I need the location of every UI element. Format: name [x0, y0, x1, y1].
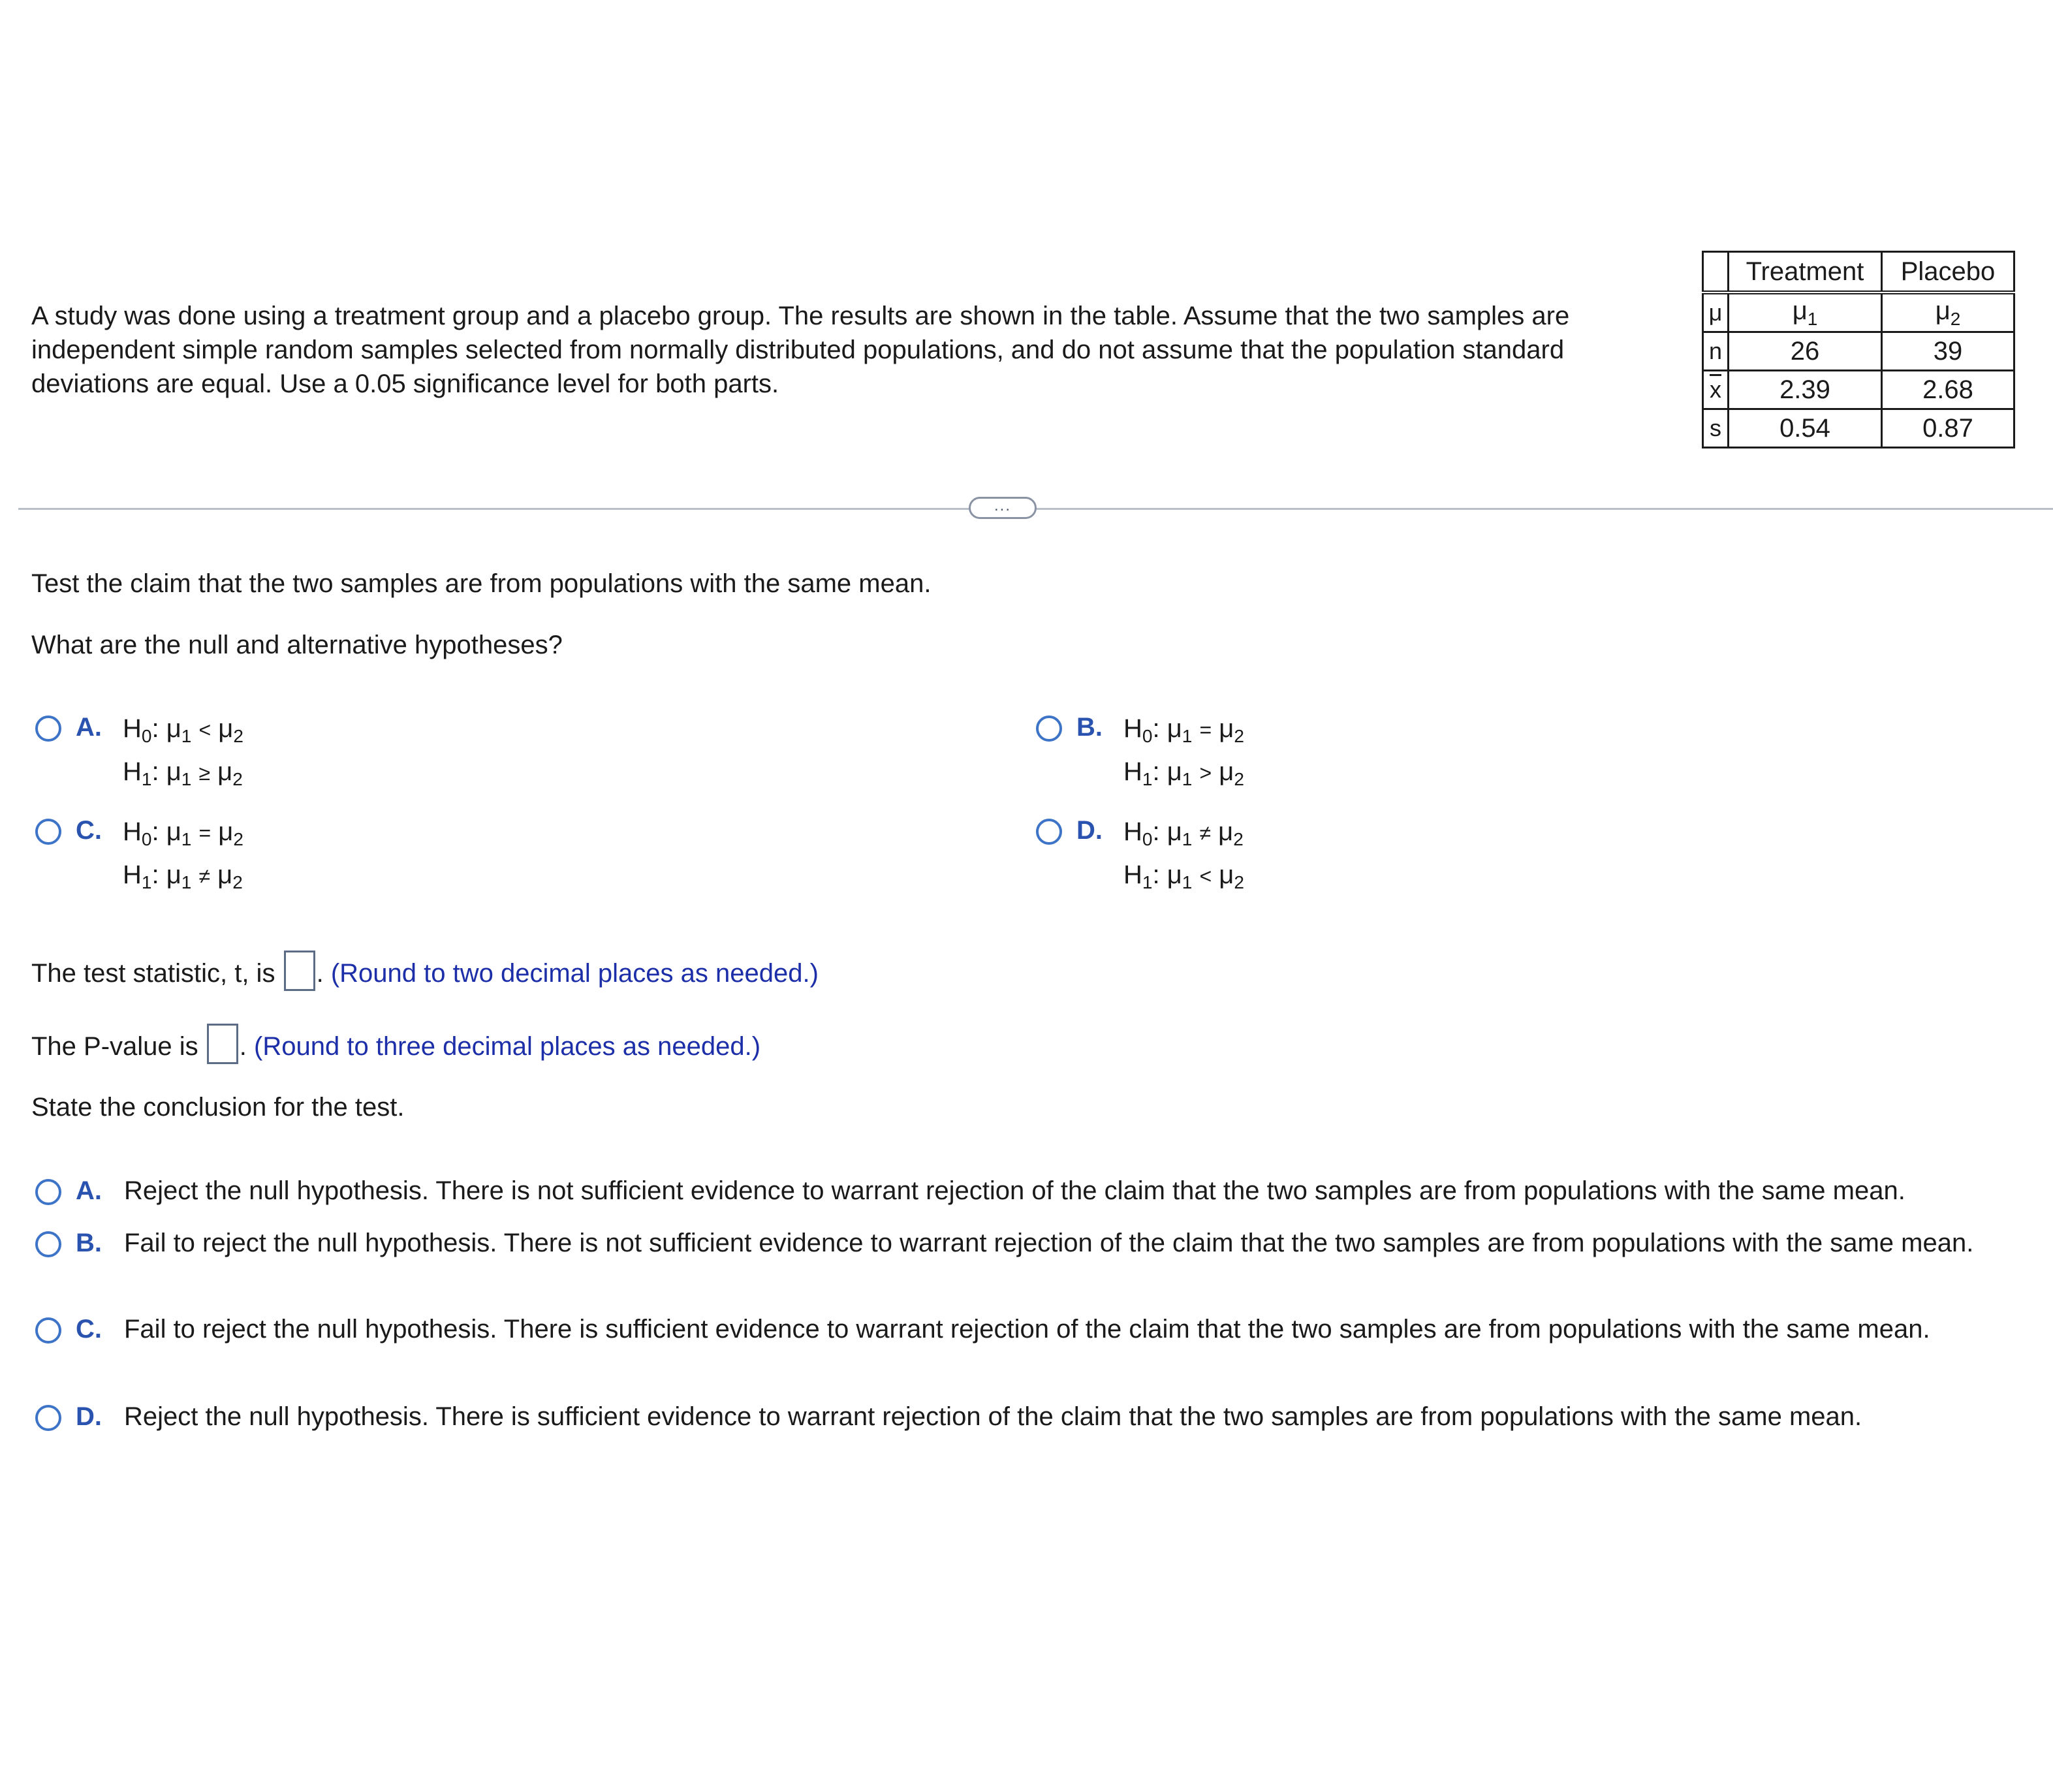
hypothesis-option-b-h0[interactable]: $H_0$: $\mu_1 = \mu_2$ — [1123, 714, 1244, 746]
test-statistic-input[interactable] — [284, 951, 315, 991]
conclusion-option-d-text[interactable]: Reject the null hypothesis. There is sufficient evidence to warrant rejection of the claim that the two samples are from populations with the same mean. — [124, 1402, 1862, 1431]
hypothesis-option-b-radio[interactable] — [1036, 715, 1062, 742]
table-row — [1703, 332, 2014, 371]
table-row — [1703, 409, 2014, 448]
data-table — [1702, 251, 2015, 448]
test-statistic-line: The test statistic, t, is . (Round to two decimal places as needed.) — [31, 951, 819, 991]
conclusion-option-c-letter: C. — [76, 1315, 102, 1344]
hypothesis-option-b-h1[interactable]: $H_1$: $\mu_1 > \mu_2$ — [1123, 757, 1244, 789]
conclusion-option-a-letter: A. — [76, 1176, 102, 1205]
hypothesis-option-d-h1[interactable]: $H_1$: $\mu_1 < \mu_2$ — [1123, 860, 1244, 892]
hypothesis-option-a-h1[interactable]: $H_1$: $\mu_1 \ge \mu_2$ — [123, 757, 243, 789]
row-label-s: s — [1703, 409, 1729, 448]
cell-placebo-n: 39 — [1882, 332, 2014, 371]
table-header-row — [1703, 252, 2014, 293]
hypothesis-option-d-h0[interactable]: $H_0$: $\mu_1 \ne \mu_2$ — [1123, 817, 1244, 849]
conclusion-prompt: State the conclusion for the test. — [31, 1093, 405, 1122]
conclusion-option-c-text[interactable]: Fail to reject the null hypothesis. There is sufficient evidence to warrant rejection of the claim that the two samples are from populations with the same mean. — [124, 1315, 1930, 1344]
conclusion-option-b-text[interactable]: Fail to reject the null hypothesis. There is not sufficient evidence to warrant rejection of the claim that the two samples are from populations with the same mean. — [124, 1229, 1974, 1257]
cell-treatment-s: 0.54 — [1729, 409, 1882, 448]
cell-treatment-n: 26 — [1729, 332, 1882, 371]
conclusion-option-d-radio[interactable] — [35, 1405, 61, 1431]
conclusion-option-a-text[interactable]: Reject the null hypothesis. There is not sufficient evidence to warrant rejection of the claim that the two samples are from populations with the same mean. — [124, 1176, 1905, 1205]
hypothesis-option-c-letter: C. — [76, 816, 102, 845]
expand-more-button[interactable]: ... — [969, 497, 1037, 519]
hypothesis-option-c-h1[interactable]: $H_1$: $\mu_1 \ne \mu_2$ — [123, 860, 243, 892]
table-header-treatment: Treatment — [1729, 252, 1882, 293]
row-label-mu: μ — [1703, 292, 1729, 332]
hypothesis-option-c-radio[interactable] — [35, 819, 61, 845]
table-row — [1703, 292, 2014, 332]
hypothesis-option-a-radio[interactable] — [35, 715, 61, 742]
row-label-n: n — [1703, 332, 1729, 371]
conclusion-option-c-radio[interactable] — [35, 1317, 61, 1344]
claim-text: Test the claim that the two samples are from populations with the same mean. — [31, 569, 932, 598]
p-value-hint: (Round to three decimal places as needed.) — [254, 1032, 761, 1061]
hypothesis-option-d-letter: D. — [1076, 816, 1103, 845]
conclusion-option-b-radio[interactable] — [35, 1231, 61, 1257]
conclusion-option-a-radio[interactable] — [35, 1179, 61, 1205]
problem-statement: A study was done using a treatment group and a placebo group. The results are shown in the table. Assume that the two samples are independent simple random samples selected from normally distributed populations, and do not assume that the population standard deviations are equal. Use a 0.05 significance level for both parts. — [31, 302, 1570, 398]
hypothesis-option-a-h0[interactable]: $H_0$: $\mu_1 < \mu_2$ — [123, 714, 243, 746]
conclusion-option-d-letter: D. — [76, 1402, 102, 1431]
p-value-line: The P-value is . (Round to three decimal places as needed.) — [31, 1024, 760, 1064]
hypothesis-option-c-h0[interactable]: $H_0$: $\mu_1 = \mu_2$ — [123, 817, 243, 849]
table-header-placebo: Placebo — [1882, 252, 2014, 293]
hypothesis-option-a-letter: A. — [76, 713, 102, 742]
p-value-input[interactable] — [207, 1024, 238, 1064]
test-statistic-hint: (Round to two decimal places as needed.) — [330, 959, 819, 988]
table-header-corner — [1703, 252, 1729, 293]
cell-treatment-mu: $\mu_1$ — [1729, 292, 1882, 332]
cell-placebo-mu: $\mu_2$ — [1882, 292, 2014, 332]
hypothesis-option-b-letter: B. — [1076, 713, 1103, 742]
table-row — [1703, 371, 2014, 409]
hypothesis-option-d-radio[interactable] — [1036, 819, 1062, 845]
cell-placebo-xbar: 2.68 — [1882, 371, 2014, 409]
conclusion-option-b-letter: B. — [76, 1229, 102, 1257]
cell-placebo-s: 0.87 — [1882, 409, 2014, 448]
hypotheses-question: What are the null and alternative hypotheses? — [31, 631, 563, 659]
row-label-xbar: $\overline{x}$ — [1703, 371, 1729, 409]
cell-treatment-xbar: 2.39 — [1729, 371, 1882, 409]
